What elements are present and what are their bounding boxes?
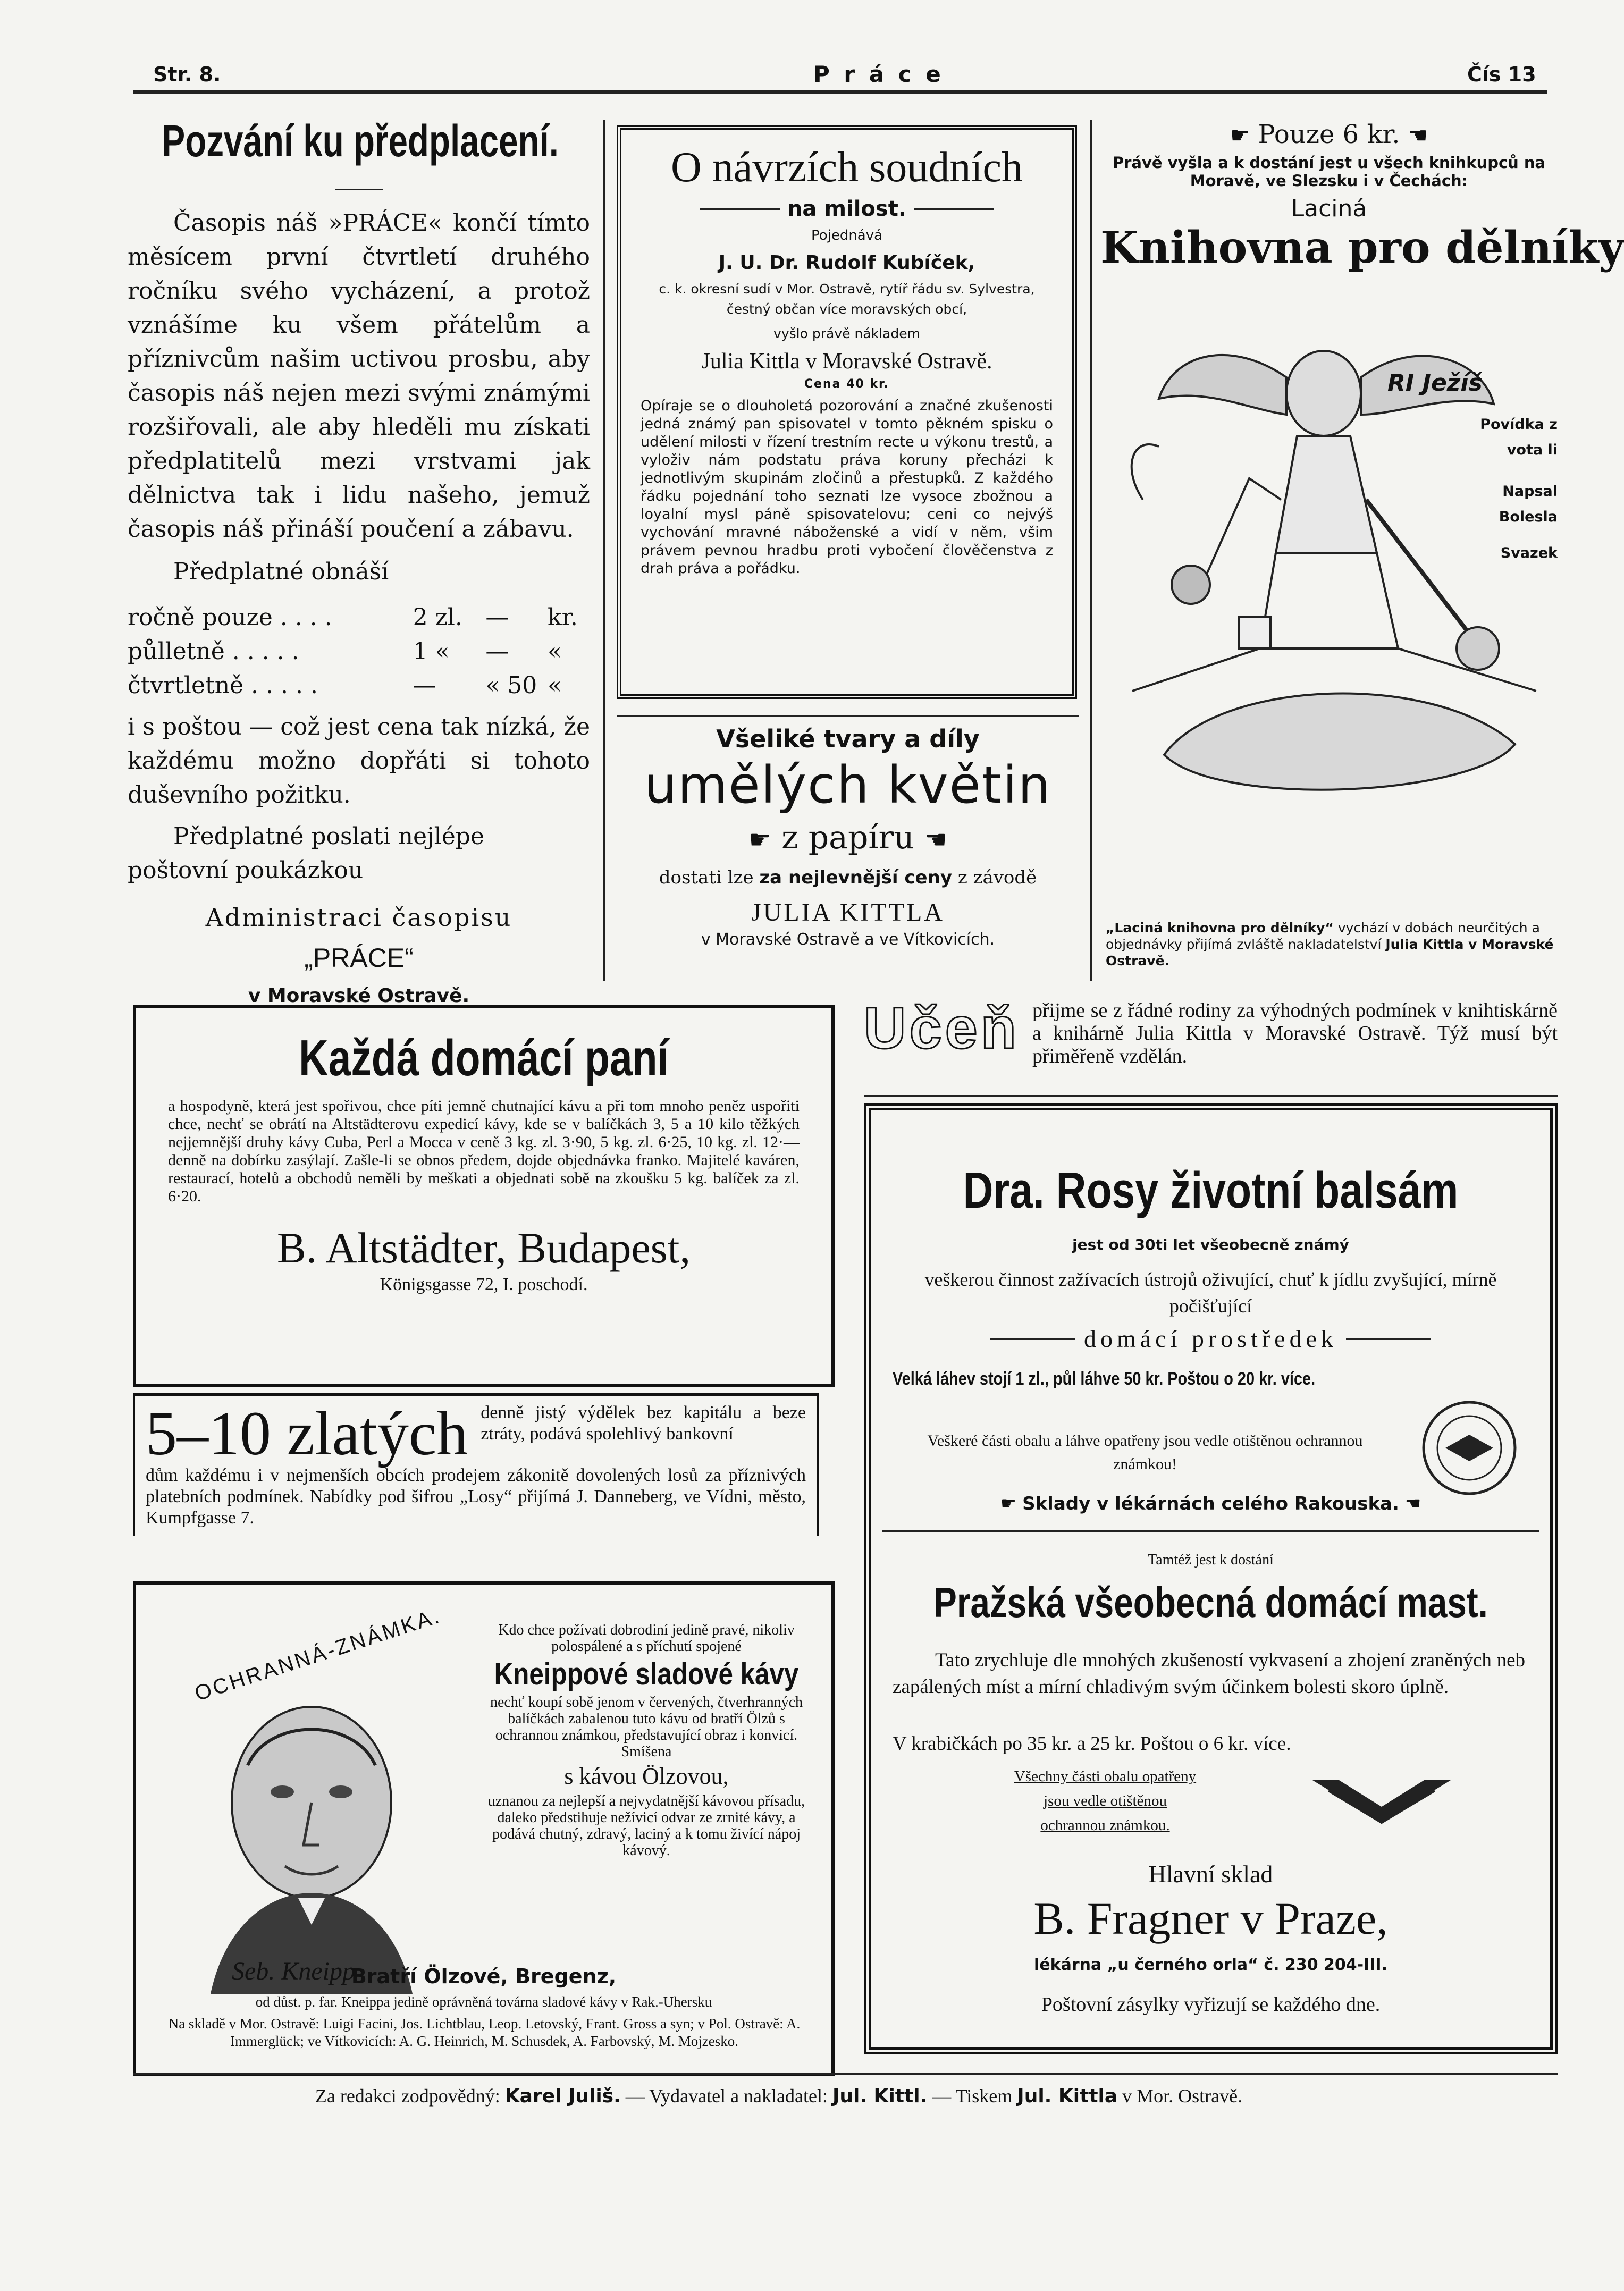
balsam-note: Veškeré části obalu a láhve opatřeny jsou vedle otištěnou ochrannou známkou! bbox=[927, 1432, 1363, 1473]
coffee-heading: Každá domácí paní bbox=[299, 1030, 669, 1086]
flowers-line2: umělých květin bbox=[644, 755, 1051, 815]
apprentice-text: přijme se z řádné rodiny za výhodných podmínek v knihtiskárně a knihárně Julia Kittla v Moravské Ostravě. Týž musí být přiměřeně vzdělán. bbox=[1032, 999, 1558, 1067]
postal-note: i s poštou — což jest cena tak nízká, že každému možno dopřáti si tohoto duševního požitku. bbox=[128, 713, 590, 808]
flowers-line1: Všeliké tvary a díly bbox=[716, 725, 980, 753]
pardon-title: O návrzích soudních bbox=[670, 144, 1023, 191]
admin-place: v Moravské Ostravě. bbox=[248, 985, 470, 1007]
library-footer-b: vychází v dobách neurčitých a objednávky přijímá zvláště nakladatelství bbox=[1106, 920, 1540, 952]
imprint bbox=[133, 2085, 1425, 2107]
price-zl: — bbox=[413, 672, 436, 699]
kneipp-text-block bbox=[476, 1622, 817, 1859]
footer-rule bbox=[133, 2073, 1558, 2075]
earn-ad bbox=[133, 1393, 819, 1536]
divider bbox=[864, 1095, 1558, 1097]
imprint-f: Jul. Kittla bbox=[1017, 2085, 1118, 2107]
coffee-firm: B. Altstädter, Budapest, bbox=[277, 1224, 691, 1272]
imprint-a: Za redakci zodpovědný: bbox=[315, 2085, 500, 2107]
library-footer bbox=[1106, 920, 1558, 969]
library-price: Pouze 6 kr. bbox=[1258, 120, 1400, 149]
balsam-also: Tamtéž jest k dostání bbox=[1148, 1552, 1274, 1568]
price-label: ročně pouze . . . . bbox=[128, 604, 332, 631]
library-ad bbox=[1100, 120, 1624, 981]
library-banner: RI Ježíš bbox=[1387, 369, 1483, 397]
imprint-g: v Mor. Ostravě. bbox=[1122, 2085, 1243, 2107]
price-sep: — bbox=[485, 638, 509, 665]
side-line: Povídka z bbox=[1480, 416, 1558, 433]
page-number: Str. 8. bbox=[153, 63, 221, 86]
price-sep: — bbox=[485, 604, 509, 631]
column-rule bbox=[1090, 120, 1092, 981]
price-zl: 1 « bbox=[413, 638, 450, 665]
imprint-b: Karel Juliš. bbox=[504, 2085, 621, 2107]
kneipp-signature: Seb. Kneipp bbox=[232, 1957, 355, 1985]
salve-note: Všechny části obalu opatřeny jsou vedle otištěnou ochrannou známkou. bbox=[1014, 1768, 1197, 1834]
kneipp-mix: s kávou Ölzovou, bbox=[564, 1763, 729, 1789]
column-rule bbox=[603, 120, 605, 981]
price-label: půlletně . . . . . bbox=[128, 638, 299, 665]
price-kr: « bbox=[547, 638, 562, 665]
pointing-hand-icon: ☛ bbox=[1230, 122, 1250, 148]
trademark-arc: OCHRANNÁ-ZNÁMKA. bbox=[191, 1604, 444, 1706]
salve-text: Tato zrychluje dle mnohých zkušeností vykvasení a zhojení zraněných neb zapálených míst a mírní chladivým svým účinkem bolesti skoro úplně. bbox=[893, 1649, 1525, 1698]
pointing-hand-icon: ☛ bbox=[1000, 1493, 1017, 1514]
issue-number: Čís 13 bbox=[1467, 63, 1536, 86]
library-side-note bbox=[1472, 412, 1558, 566]
pardon-subtitle: na milost. bbox=[787, 197, 907, 221]
subscription-text: Časopis náš »PRÁCE« končí tímto měsícem první čtvrtletí druhého ročníku svého vycházení, a protož vznášíme ku všem přátelům a příznivcům našim uctivou prosbu, aby časopis náš nejen mezi svými známými rozšiřovali, ale aby hleděli mu získati předplatitelů mezi vrstvami jak dělnictva tak i lidu našeho, jemuž časopis náš přináší poučení a zábavu. bbox=[128, 209, 590, 543]
pardon-by: Pojednává bbox=[811, 228, 883, 243]
pardon-author-desc: c. k. okresní sudí v Mor. Ostravě, rytíř řádu sv. Sylvestra, čestný občan více moravských obcí, bbox=[659, 281, 1035, 317]
library-intro: Právě vyšla a k dostání jest u všech knihkupců na Moravě, ve Slezsku i v Čechách: bbox=[1112, 154, 1546, 190]
library-price-line bbox=[1100, 120, 1558, 149]
library-title: Knihovna pro dělníky bbox=[1100, 222, 1624, 273]
balsam-sub: jest od 30ti let všeobecně známý bbox=[1072, 1236, 1349, 1253]
price-table bbox=[128, 601, 590, 703]
kneipp-stock: Na skladě v Mor. Ostravě: Luigi Facini, Jos. Lichtblau, Leop. Letovský, Frant. Gross a syn; v Pol. Ostravě: A. Immerglück; ve Vítkovicích: A. G. Heinrich, M. Schusdek, A. Farbovský, M. Mojzesko. bbox=[168, 2016, 801, 2049]
earn-text: dům každému i v nejmenších obcích prodejem zákonitě dovolených losů za příznivých platebních podmínek. Nabídky pod šifrou „Losy“ přijímá J. Danneberg, ve Vídni, město, Kumpfgasse 7. bbox=[146, 1465, 806, 1528]
divider bbox=[617, 715, 1079, 717]
flowers-line3-wrap bbox=[617, 819, 1079, 856]
balsam-pharmacy: lékárna „u černého orla“ č. 230 204-III. bbox=[1034, 1956, 1387, 1974]
apprentice-ad bbox=[864, 996, 1558, 1106]
kneipp-firm: Bratří Ölzové, Bregenz, bbox=[351, 1965, 617, 1988]
kneipp-text2: uznanou za nejlepší a nejvydatnější kávovou přísadu, daleko předstihuje nežívicí odvar ze zrnité kávy, a podává chutný, zdravý, laciný a k tomu živící nápoj kávový. bbox=[487, 1793, 805, 1859]
flowers-line4a: dostati lze bbox=[659, 867, 754, 888]
kneipp-ad bbox=[133, 1581, 835, 2076]
kneipp-title: Kneippové sladové kávy bbox=[494, 1657, 799, 1691]
pardon-publisher: Julia Kittla v Moravské Ostravě. bbox=[701, 349, 992, 374]
price-zl: 2 zl. bbox=[413, 604, 462, 631]
divider bbox=[882, 1530, 1539, 1532]
side-line: Bolesla bbox=[1499, 509, 1558, 525]
balsam-stores-line bbox=[871, 1493, 1550, 1514]
imprint-c: — Vydavatel a nakladatel: bbox=[625, 2085, 828, 2107]
library-footer-a: „Laciná knihovna pro dělníky“ bbox=[1106, 920, 1334, 936]
side-line: Svazek bbox=[1500, 545, 1558, 561]
balsam-main: Hlavní sklad bbox=[1148, 1860, 1273, 1888]
flowers-line4c: z závodě bbox=[957, 867, 1037, 888]
divider-right bbox=[914, 208, 994, 210]
balsam-firm: B. Fragner v Praze, bbox=[1033, 1893, 1388, 1944]
balsam-price: Velká láhev stojí 1 zl., půl láhve 50 kr. Poštou o 20 kr. více. bbox=[893, 1369, 1316, 1389]
kneipp-license: od důst. p. far. Kneippa jedině oprávněná továrna sladové kávy v Rak.-Uhersku bbox=[255, 1994, 712, 2010]
balsam-stores: Sklady v lékárnách celého Rakouska. bbox=[1022, 1493, 1399, 1514]
pardon-price: Cena 40 kr. bbox=[804, 377, 890, 391]
heading-divider bbox=[335, 189, 383, 190]
salve-price: V krabičkách po 35 kr. a 25 kr. Poštou o 6 kr. více. bbox=[893, 1733, 1291, 1755]
flowers-ad bbox=[617, 720, 1079, 981]
price-sep: « 50 bbox=[485, 672, 537, 699]
admin-line: Administraci časopisu bbox=[205, 903, 512, 932]
side-line: vota li bbox=[1507, 442, 1558, 458]
price-kr: kr. bbox=[547, 604, 578, 631]
coffee-addr: Königsgasse 72, I. poschodí. bbox=[380, 1275, 588, 1294]
balsam-remedy: domácí prostředek bbox=[1083, 1325, 1338, 1352]
subscription-heading: Pozvání ku předplacení. bbox=[162, 116, 559, 166]
balsam-title: Dra. Rosy životní balsám bbox=[963, 1162, 1459, 1219]
divider-left bbox=[700, 208, 780, 210]
price-intro: Předplatné obnáší bbox=[173, 558, 389, 585]
balsam-post: Poštovní zásylky vyřizují se každého dne. bbox=[1041, 1993, 1381, 2016]
eagle-mark bbox=[1307, 1770, 1456, 1833]
kneipp-intro: Kdo chce požívati dobrodiní jedině pravé, nikoliv polospálené a s příchutí spojené bbox=[498, 1622, 795, 1655]
pardon-published: vyšlo právě nákladem bbox=[773, 326, 920, 341]
flowers-line3: z papíru bbox=[781, 819, 914, 856]
library-cheap: Laciná bbox=[1291, 195, 1367, 222]
kneipp-portrait bbox=[179, 1675, 444, 1994]
pointing-hand-icon: ☛ bbox=[748, 825, 772, 855]
library-footer-c: Julia Kittla v Moravské Ostravě. bbox=[1106, 937, 1554, 968]
pardon-book-ad bbox=[617, 125, 1077, 699]
paper-name: „PRÁCE“ bbox=[304, 943, 414, 973]
earn-side: denně jistý výdělek bez kapitálu a beze ztráty, podává spolehlivý bankovní bbox=[481, 1403, 806, 1444]
flowers-line4b: za nejlevnější ceny bbox=[759, 867, 952, 888]
earn-big: 5–10 zlatých bbox=[146, 1399, 468, 1468]
balsam-text: veškerou činnost zažívacích ústrojů oživující, chuť k jídlu zvyšující, mírně počišťující bbox=[924, 1269, 1497, 1317]
pardon-text: Opíraje se o dlouholetá pozorování a značné zkušenosti jedná známý pan spisovatel v tomto pěkném spisku o udělení milosti v řízení trestním recte u výkonu trestů, a vyloživ nám podstatu práva koruny přecházi k jednotlivým skupinám zločinů a přestupků. Z každého řádku pojednání toho seznati lze vysoce zbožnou a loyalní mysl páně spisovatelovu; ceni co nejvýš vychování mravné náboženské a vidí v něm, všim právem pevnou hradbu proti vybočení člověčenstva z drah práva a pořádku. bbox=[641, 398, 1053, 577]
coffee-text: a hospodyně, která jest spořivou, chce píti jemně chutnající kávu a při tom mnoho peněz uspořiti chce, nechť se obrátí na Altstädterovu expedicí kávy, kde se v balíčkách 3, 5 a 10 kilo těžkých nejjemnější druhy kávy Cuba, Perl a Mocca v ceně 3 kg. zl. 3·90, 5 kg. zl. 6·25, 10 kg. zl. 12·— denně na dobírku zasýlají. Zašle-li se obnos předem, dojde objednávka franko. Majitelé kaváren, restaurací, hotelů a obchodů neměli by meškati a objednati sobě na zkoušku 5 kg. balíček za zl. 6·20. bbox=[168, 1097, 800, 1205]
apprentice-word: Učeň bbox=[864, 996, 1020, 1061]
price-row bbox=[128, 635, 590, 669]
flowers-line4 bbox=[617, 867, 1079, 888]
divider-right bbox=[1346, 1338, 1431, 1340]
flowers-place: v Moravské Ostravě a ve Vítkovicích. bbox=[701, 930, 995, 949]
balsam-stamp bbox=[1419, 1397, 1520, 1498]
masthead-title: P r á c e bbox=[813, 61, 944, 87]
salve-title: Pražská všeobecná domácí mast. bbox=[933, 1579, 1488, 1626]
send-note: Předplatné poslati nejlépe poštovní poukázkou bbox=[128, 823, 484, 884]
price-label: čtvrtletně . . . . . bbox=[128, 672, 318, 699]
price-row bbox=[128, 601, 590, 635]
side-line: Napsal bbox=[1502, 483, 1558, 500]
price-row bbox=[128, 669, 590, 703]
pointing-hand-icon: ☚ bbox=[1404, 1493, 1421, 1514]
divider-left bbox=[990, 1338, 1075, 1340]
flowers-name: JULIA KITTLA bbox=[751, 898, 945, 926]
pointing-hand-icon: ☚ bbox=[924, 825, 947, 855]
imprint-e: — Tiskem bbox=[932, 2085, 1013, 2107]
header-rule bbox=[133, 90, 1547, 94]
imprint-d: Jul. Kittl. bbox=[832, 2085, 928, 2107]
pointing-hand-icon: ☚ bbox=[1408, 122, 1428, 148]
kneipp-text: nechť koupí sobě jenom v červených, čtverhranných balíčkách zabalenou tuto kávu od bratří Ölzů s ochrannou známkou, představující obraz i konvicí. Smíšena bbox=[490, 1694, 803, 1760]
subscription-column bbox=[128, 114, 590, 1007]
coffee-ad bbox=[133, 1005, 835, 1387]
pardon-author: J. U. Dr. Rudolf Kubíček, bbox=[718, 252, 975, 274]
price-kr: « bbox=[547, 672, 562, 699]
balsam-ad bbox=[864, 1103, 1558, 2054]
